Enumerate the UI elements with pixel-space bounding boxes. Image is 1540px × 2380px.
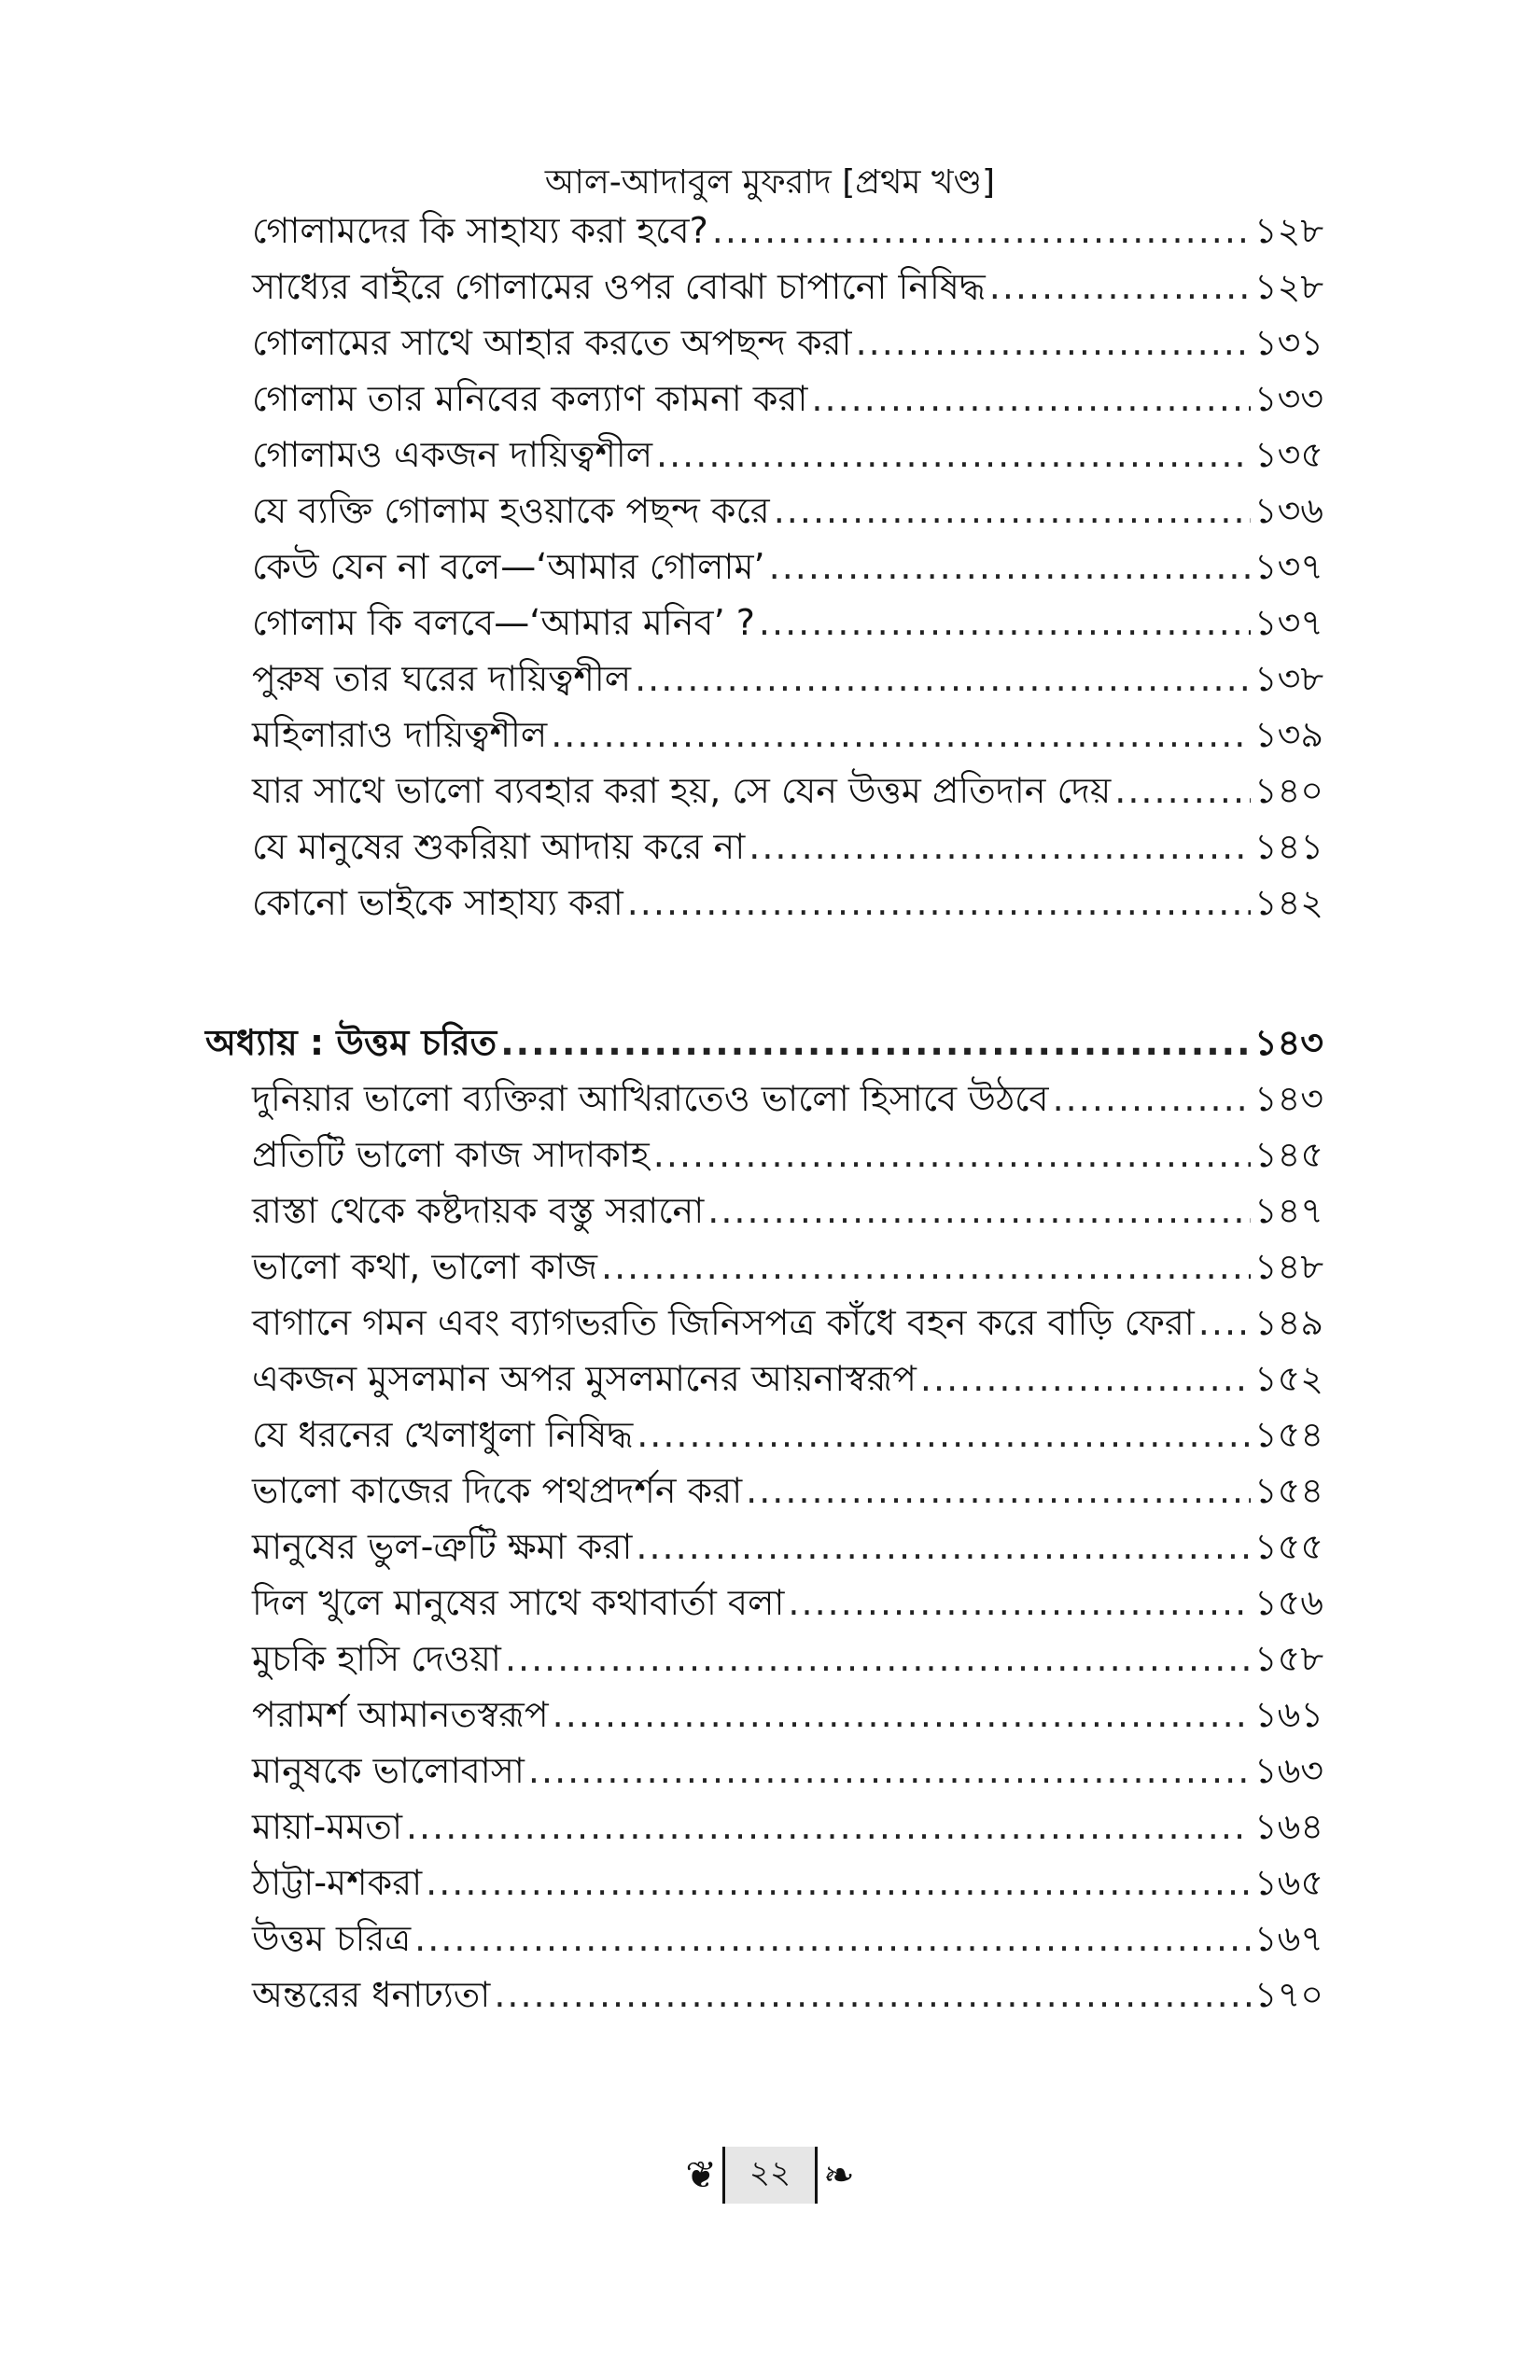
toc-entry-title: মহিলারাও দায়িত্বশীল — [252, 714, 548, 755]
toc-entry-title: মায়া-মমতা — [252, 1806, 402, 1847]
toc-entry[interactable] — [252, 1071, 1323, 1127]
toc-entry[interactable] — [252, 1295, 1323, 1351]
toc-entry-page: ১৩৬ — [1253, 490, 1323, 531]
leader-dots — [774, 490, 1251, 531]
toc-entry-title: ঠাট্টা-মশকরা — [252, 1862, 423, 1903]
toc-entry-title: যার সাথে ভালো ব্যবহার করা হয়, সে যেন উত্তম প্রতিদান দেয় — [252, 770, 1112, 811]
leader-dots — [856, 322, 1251, 363]
toc-entry-title: কোনো ভাইকে সাহায্য করা — [252, 882, 623, 923]
toc-entry-page: ১৪৮ — [1254, 1246, 1323, 1287]
leader-dots — [746, 1470, 1251, 1511]
leader-dots — [637, 1414, 1251, 1455]
leader-dots — [635, 658, 1251, 699]
toc-entry-page: ১২৮ — [1253, 210, 1323, 251]
leader-dots — [653, 1134, 1251, 1175]
leader-dots — [656, 434, 1251, 475]
toc-entry-page: ১২৮ — [1253, 266, 1323, 307]
toc-entry[interactable] — [252, 315, 1323, 371]
toc-entry[interactable] — [252, 1407, 1323, 1463]
toc-entry[interactable] — [252, 1351, 1323, 1407]
toc-entry-page: ১৫৫ — [1254, 1526, 1323, 1567]
toc-entry-page: ১৩৯ — [1253, 714, 1323, 755]
toc-entry-title: যে ব্যক্তি গোলাম হওয়াকে পছন্দ করে — [252, 490, 770, 531]
leader-dots — [707, 1190, 1251, 1231]
toc-entry-page: ১৫৬ — [1253, 1582, 1323, 1623]
leader-dots — [601, 1246, 1251, 1287]
toc-entry-title: পুরুষ তার ঘরের দায়িত্বশীল — [252, 658, 632, 699]
toc-entry-title: একজন মুসলমান অপর মুসলমানের আয়নাস্বরূপ — [252, 1358, 917, 1399]
leader-dots — [636, 1526, 1251, 1567]
toc-entry[interactable] — [252, 1631, 1323, 1687]
leader-dots — [759, 602, 1251, 643]
toc-entry-title: অন্তরের ধনাঢ্যতা — [252, 1974, 491, 2015]
toc-entry-page: ১৬৫ — [1253, 1862, 1323, 1903]
toc-entry-page: ১৪১ — [1254, 826, 1323, 867]
chapter-page: ১৪৩ — [1253, 1022, 1323, 1063]
toc-entry-page: ১৫৪ — [1254, 1414, 1323, 1455]
toc-entry-title: উত্তম চরিত্র — [252, 1918, 412, 1959]
leader-dots — [1114, 770, 1251, 811]
toc-entry[interactable] — [252, 1463, 1323, 1519]
toc-entry[interactable] — [252, 595, 1323, 651]
toc-entry-page: ১৬৩ — [1253, 1750, 1323, 1791]
toc-entry-title: রাস্তা থেকে কষ্টদায়ক বস্তু সরানো — [252, 1190, 705, 1231]
leader-dots — [494, 1974, 1251, 2015]
toc-entry[interactable] — [252, 259, 1323, 315]
toc-entry-page: ১৫৮ — [1254, 1638, 1323, 1679]
toc-entry-title: গোলাম কি বলবে—‘আমার মনিব’ ? — [252, 602, 755, 643]
toc-entry[interactable] — [252, 1855, 1323, 1911]
leader-dots — [788, 1582, 1251, 1623]
toc-entry-page: ১৭০ — [1253, 1974, 1323, 2015]
toc-entry-title: সাধ্যের বাইরে গোলামের ওপর বোঝা চাপানো নিষিদ্ধ — [252, 266, 986, 307]
toc-entry[interactable] — [252, 1799, 1323, 1855]
toc-entry-title: প্রতিটি ভালো কাজ সাদাকাহ — [252, 1134, 650, 1175]
toc-entry-page: ১৩৭ — [1253, 546, 1323, 587]
toc-entry[interactable] — [252, 651, 1323, 707]
toc-entry[interactable] — [252, 1911, 1323, 1967]
toc-entry-title: যে মানুষের শুকরিয়া আদায় করে না — [252, 826, 746, 867]
leader-dots — [920, 1358, 1251, 1399]
leader-dots — [551, 714, 1251, 755]
toc-entry[interactable] — [252, 483, 1323, 539]
toc-entry[interactable] — [252, 1743, 1323, 1799]
page-number: ২২ — [722, 2147, 818, 2204]
toc-entry-title: বাগানে গমন এবং ব্যাগভরতি জিনিসপত্র কাঁধে বহন করে বাড়ি ফেরা — [252, 1302, 1195, 1343]
leader-dots — [528, 1750, 1251, 1791]
toc-entry-title: দুনিয়ার ভালো ব্যক্তিরা আখিরাতেও ভালো হিসাবে উঠবে — [252, 1078, 1049, 1119]
toc-entry-page: ১৪৫ — [1254, 1134, 1323, 1175]
toc-entry-title: মুচকি হাসি দেওয়া — [252, 1638, 501, 1679]
toc-entry-page: ১৪৩ — [1253, 1078, 1323, 1119]
toc-entry-page: ১৫৪ — [1254, 1470, 1323, 1511]
toc-entry[interactable] — [252, 1575, 1323, 1631]
toc-entry-page: ১৬৪ — [1253, 1806, 1323, 1847]
toc-entry-title: ভালো কাজের দিকে পথপ্রদর্শন করা — [252, 1470, 743, 1511]
leader-dots — [553, 1694, 1251, 1735]
toc-entry-title: ভালো কথা, ভালো কাজ — [252, 1246, 598, 1287]
leader-dots — [414, 1918, 1251, 1959]
toc-entry-page: ১৩৫ — [1253, 434, 1323, 475]
toc-entry-page: ১৩১ — [1253, 322, 1323, 363]
toc-entry-page: ১৪৯ — [1254, 1302, 1323, 1343]
toc-entry-page: ১৩৩ — [1253, 378, 1323, 419]
toc-entry-page: ১৪৭ — [1253, 1190, 1323, 1231]
toc-entry-page: ১৬৭ — [1253, 1918, 1323, 1959]
toc-entry[interactable] — [252, 875, 1323, 931]
toc-entry[interactable] — [252, 763, 1323, 819]
toc-chapter-heading[interactable] — [205, 1015, 1323, 1071]
toc-entry[interactable] — [252, 203, 1323, 259]
toc-entry[interactable] — [252, 1519, 1323, 1575]
chapter-title: অধ্যায় : উত্তম চরিত — [205, 1022, 497, 1063]
leader-dots — [989, 266, 1251, 307]
toc-entry-page: ১৪০ — [1253, 770, 1323, 811]
leader-dots — [406, 1806, 1251, 1847]
toc-entry-title: গোলামও একজন দায়িত্বশীল — [252, 434, 653, 475]
toc-entry[interactable] — [252, 539, 1323, 595]
leader-dots — [749, 826, 1251, 867]
toc-entry-title: গোলামের সাথে আহার করতে অপছন্দ করা — [252, 322, 852, 363]
book-title: আল-আদাবুল মুফরাদ [প্রথম খণ্ড] — [544, 163, 996, 202]
toc-entry[interactable] — [252, 1127, 1323, 1183]
toc-entry-page: ১৩৭ — [1253, 602, 1323, 643]
toc-entry-page: ১৬১ — [1253, 1694, 1323, 1735]
leader-dots — [1053, 1078, 1251, 1119]
left-ornament-icon: ❦ — [685, 2153, 717, 2197]
leader-dots — [426, 1862, 1251, 1903]
page-footer — [0, 2147, 1540, 2204]
toc-entry[interactable] — [252, 1967, 1323, 2023]
right-ornament-icon: ❧ — [823, 2153, 855, 2197]
leader-dots — [769, 546, 1251, 587]
leader-dots — [1198, 1302, 1251, 1343]
toc-entry-title: দিল খুলে মানুষের সাথে কথাবার্তা বলা — [252, 1582, 785, 1623]
toc-entry[interactable] — [252, 1687, 1323, 1743]
toc-entry[interactable] — [252, 427, 1323, 483]
toc-entry[interactable] — [252, 819, 1323, 875]
toc-entry-page: ১৫২ — [1253, 1358, 1323, 1399]
leader-dots — [500, 1022, 1251, 1063]
toc-entry-title: যে ধরনের খেলাধুলা নিষিদ্ধ — [252, 1414, 634, 1455]
leader-dots — [505, 1638, 1251, 1679]
toc-entry[interactable] — [252, 1183, 1323, 1239]
toc-entry[interactable] — [252, 707, 1323, 763]
leader-dots — [627, 882, 1251, 923]
toc-entry-title: কেউ যেন না বলে—‘আমার গোলাম’ — [252, 546, 765, 587]
toc-entry-title: মানুষের ভুল-ত্রুটি ক্ষমা করা — [252, 1526, 633, 1567]
leader-dots — [712, 210, 1251, 251]
toc-entry[interactable] — [252, 1239, 1323, 1295]
toc-entry-title: মানুষকে ভালোবাসা — [252, 1750, 525, 1791]
toc-entry-page: ১৩৮ — [1253, 658, 1323, 699]
toc-entry-page: ১৪২ — [1253, 882, 1323, 923]
toc-entry-title: গোলামদের কি সাহায্য করা হবে? — [252, 210, 708, 251]
toc-entry[interactable] — [252, 371, 1323, 427]
toc-entry-title: পরামর্শ আমানতস্বরূপ — [252, 1694, 549, 1735]
toc-entry-title: গোলাম তার মনিবের কল্যাণ কামনা করা — [252, 378, 808, 419]
leader-dots — [811, 378, 1251, 419]
